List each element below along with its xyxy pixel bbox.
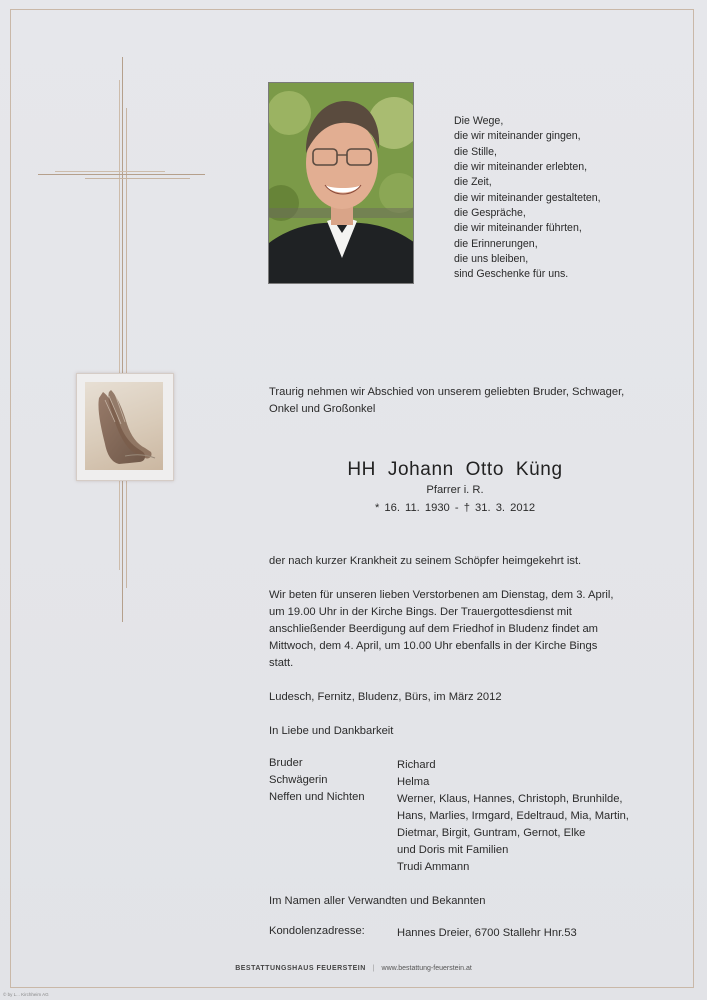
service-line: Wir beten für unseren lieben Verstorbenen am Dienstag, dem 3. April,	[269, 589, 614, 601]
poem-line: die Zeit,	[454, 176, 492, 189]
footer	[0, 965, 707, 972]
relative-names-nephews	[397, 791, 629, 876]
love-line: In Liebe und Dankbarkeit	[269, 725, 394, 737]
service-line: Mittwoch, dem 4. April, um 10.00 Uhr ebenfalls in der Kirche Bings	[269, 640, 598, 652]
poem-line: Die Wege,	[454, 115, 504, 127]
service-line: anschließender Beerdigung auf dem Friedhof in Bludenz findet am	[269, 623, 598, 635]
service-text	[269, 587, 614, 672]
condolence-address: Hannes Dreier, 6700 Stallehr Hnr.53	[397, 927, 577, 939]
poem-line: die Erinnerungen,	[454, 237, 538, 250]
funeral-home-name: BESTATTUNGSHAUS FEUERSTEIN	[235, 965, 366, 972]
relative-names-sister-in-law: Helma	[397, 776, 430, 788]
deceased-title: Pfarrer i. R.	[426, 484, 484, 496]
relative-names-line: und Doris mit Familien	[397, 844, 509, 856]
footer-separator: |	[372, 965, 375, 972]
poem	[454, 114, 601, 283]
relative-names-line: Trudi Ammann	[397, 861, 470, 873]
poem-line: die wir miteinander gestalteten,	[454, 191, 601, 204]
relative-names-brother: Richard	[397, 759, 436, 771]
intro-line: Onkel und Großonkel	[269, 403, 376, 415]
relative-names-line: Werner, Klaus, Hannes, Christoph, Brunhilde,	[397, 793, 623, 805]
poem-line: die Gespräche,	[454, 207, 526, 220]
praying-hands-card	[76, 373, 174, 481]
on-behalf-line: Im Namen aller Verwandten und Bekannten	[269, 895, 486, 907]
poem-line: die Stille,	[454, 145, 497, 158]
praying-hands-image	[85, 382, 163, 470]
poem-line: die wir miteinander gingen,	[454, 130, 581, 143]
homecoming-text: der nach kurzer Krankheit zu seinem Schöpfer heimgekehrt ist.	[269, 555, 582, 567]
condolence-label: Kondolenzadresse:	[269, 925, 365, 937]
relative-label-sister-in-law: Schwägerin	[269, 774, 328, 786]
corner-mark: © by L... Kirchheim AG	[3, 992, 49, 997]
poem-line: die uns bleiben,	[454, 253, 529, 266]
relative-label-brother: Bruder	[269, 757, 303, 769]
intro-line: Traurig nehmen wir Abschied von unserem geliebten Bruder, Schwager,	[269, 386, 625, 398]
intro-text	[269, 384, 624, 418]
place-date: Ludesch, Fernitz, Bludenz, Bürs, im März 2012	[269, 691, 502, 703]
poem-line: sind Geschenke für uns.	[454, 268, 569, 281]
poem-line: die wir miteinander erlebten,	[454, 161, 588, 174]
service-line: um 19.00 Uhr in der Kirche Bings. Der Trauergottesdienst mit	[269, 606, 572, 618]
relative-names-line: Hans, Marlies, Irmgard, Edeltraud, Mia, Martin,	[397, 810, 629, 822]
funeral-home-website[interactable]: www.bestattung-feuerstein.at	[381, 965, 472, 972]
portrait-photo	[268, 82, 414, 284]
life-dates: * 16. 11. 1930 - † 31. 3. 2012	[374, 502, 536, 514]
deceased-name: HH Johann Otto Küng	[347, 459, 563, 480]
relative-label-nephews: Neffen und Nichten	[269, 791, 365, 803]
service-line: statt.	[269, 657, 294, 669]
poem-line: die wir miteinander führten,	[454, 222, 582, 235]
relative-names-line: Dietmar, Birgit, Guntram, Gernot, Elke	[397, 827, 586, 839]
